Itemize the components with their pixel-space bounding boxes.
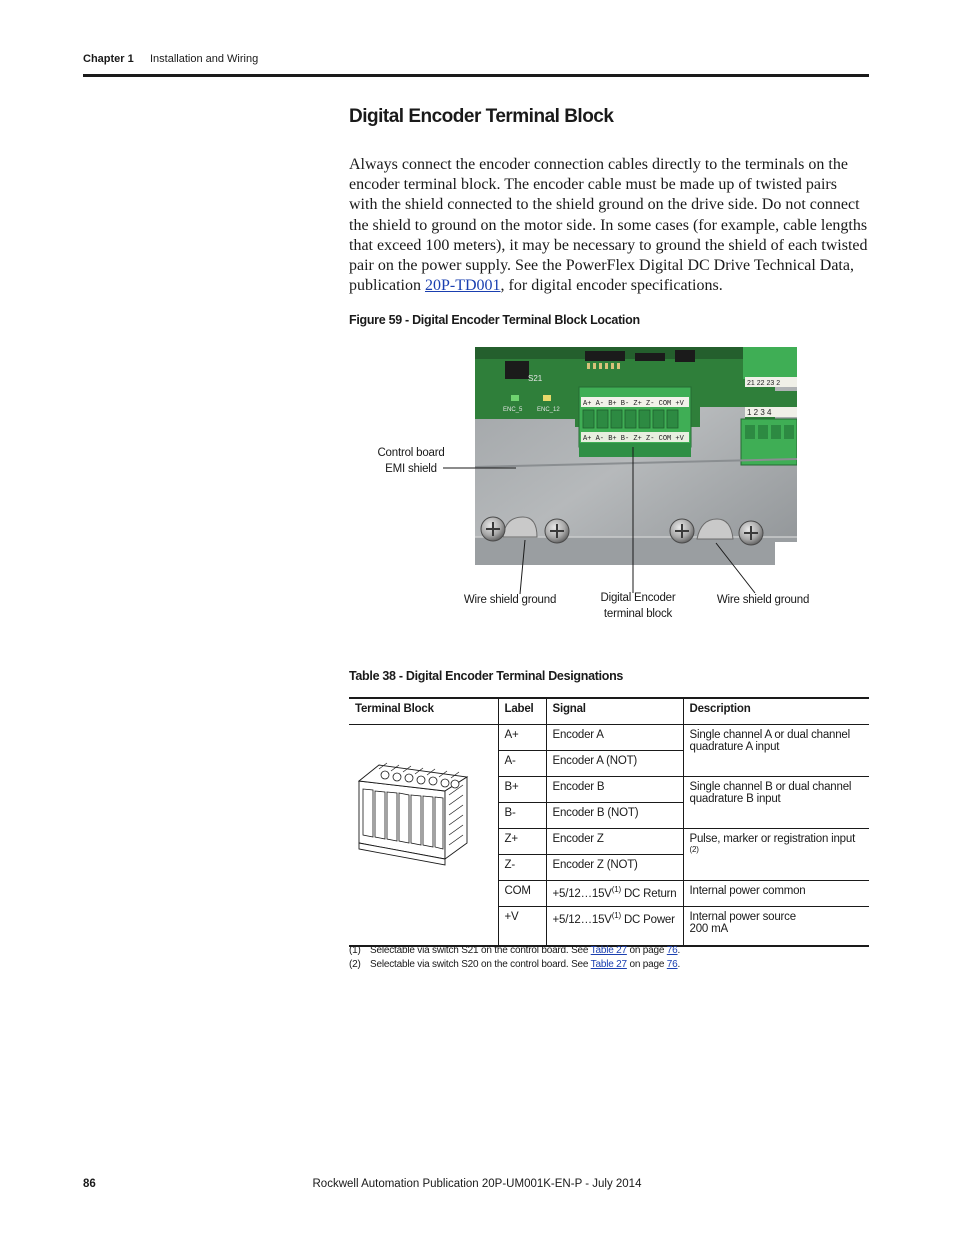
table-row [349, 725, 869, 751]
signal-v-suffix: DC Power [620, 913, 675, 926]
chapter-title: Installation and Wiring [150, 53, 259, 65]
signal-b-plus: Encoder B [546, 777, 683, 803]
leader-wire-shield-left [520, 540, 525, 594]
section-title: Digital Encoder Terminal Block [349, 106, 614, 127]
description-channel-b [683, 777, 869, 829]
footnote-ref-1: (1) [611, 885, 621, 894]
callout-wire-shield-left: Wire shield ground [463, 594, 557, 606]
callout-encoder-block-line2: terminal block [603, 608, 673, 620]
signal-a-plus: Encoder A [546, 725, 683, 751]
label-b-minus: B- [498, 803, 546, 829]
signal-com [546, 881, 683, 907]
page-number: 86 [83, 1178, 96, 1190]
footnote-text-end: . [677, 945, 681, 956]
terminal-strip-label-top: A+ A- B+ B- Z+ Z- COM +V [583, 400, 684, 408]
page-76-link[interactable]: 76 [666, 945, 678, 956]
description-channel-z [683, 829, 869, 881]
page-76-link[interactable]: 76 [666, 959, 678, 970]
signal-com-voltage: +5/12…15V [552, 887, 612, 900]
label-v: +V [498, 907, 546, 947]
footnote-number: (1) [349, 945, 361, 956]
description-channel-a [683, 725, 869, 777]
footnote-text [370, 944, 680, 958]
signal-v-voltage: +5/12…15V [552, 913, 612, 926]
table-footnotes [349, 944, 680, 972]
label-z-plus: Z+ [498, 829, 546, 855]
footnote-ref-2: (2) [689, 845, 699, 854]
footnote-ref-1: (1) [611, 911, 621, 920]
signal-v [546, 907, 683, 947]
label-b-plus: B+ [498, 777, 546, 803]
label-com: COM [498, 881, 546, 907]
label-z-minus: Z- [498, 855, 546, 881]
footnote-text-end: . [677, 959, 681, 970]
board-numbers-top: 21 22 23 2 [747, 380, 781, 387]
table-caption: Table 38 - Digital Encoder Terminal Designations [349, 669, 624, 683]
header-label: Label [498, 698, 546, 725]
signal-z-plus: Encoder Z [546, 829, 683, 855]
terminal-block-drawing [349, 725, 497, 937]
label-a-minus: A- [498, 751, 546, 777]
description-com: Internal power common [683, 881, 869, 907]
callout-encoder-block [592, 590, 684, 622]
s21-silkscreen: S21 [528, 374, 543, 383]
chapter-label: Chapter 1 [83, 53, 134, 65]
enc12-silkscreen: ENC_12 [537, 407, 560, 413]
body-text-start: Always connect the encoder connection cables directly to the terminals on the encoder terminal block. The encoder cable must be made up of twisted pairs with the shield connected to the shield ground on the drive side. Do not connect the shield to ground on the motor side. In some cases (for example, cable lengths that exceed 100 meters), it may be necessary to ground the shield of each twisted pair on the power supply. See the PowerFlex Digital DC Drive Technical Data, publication [349, 156, 868, 295]
description-channel-a-line2: quadrature A input [689, 741, 780, 753]
callout-wire-shield-right: Wire shield ground [716, 594, 810, 606]
callout-encoder-block-line1: Digital Encoder [600, 592, 676, 604]
footnote-text-mid: on page [626, 945, 667, 956]
table-27-link[interactable]: Table 27 [590, 945, 627, 956]
label-a-plus: A+ [498, 725, 546, 751]
header-terminal-block: Terminal Block [349, 698, 498, 725]
signal-z-minus: Encoder Z (NOT) [546, 855, 683, 881]
table-27-link[interactable]: Table 27 [590, 959, 627, 970]
description-v-line1: Internal power source [689, 911, 796, 923]
terminal-block-drawing-cell [349, 725, 498, 947]
footnote-number: (2) [349, 959, 361, 970]
footnote-text [370, 958, 680, 972]
description-channel-a-line1: Single channel A or dual channel [689, 729, 850, 741]
footnote-1 [349, 944, 680, 958]
signal-a-minus: Encoder A (NOT) [546, 751, 683, 777]
header-signal: Signal [546, 698, 683, 725]
figure-caption: Figure 59 - Digital Encoder Terminal Block Location [349, 313, 640, 327]
terminal-strip-label-bottom: A+ A- B+ B- Z+ Z- COM +V [583, 435, 684, 443]
publication-link[interactable]: 20P-TD001 [424, 277, 501, 295]
header-description: Description [683, 698, 869, 725]
footnote-2 [349, 958, 680, 972]
footnote-text-start: Selectable via switch S20 on the control board. See [370, 959, 591, 970]
body-text-end: , for digital encoder specifications. [500, 277, 723, 295]
description-v-line2: 200 mA [689, 923, 728, 935]
terminal-designations-table [349, 697, 869, 947]
leader-wire-shield-right [716, 543, 755, 593]
description-v [683, 907, 869, 947]
callout-control-board-line2: EMI shield [385, 463, 437, 475]
callout-control-board-line1: Control board [377, 447, 445, 459]
description-channel-b-line2: quadrature B input [689, 793, 781, 805]
callout-control-board [372, 445, 450, 477]
board-numbers-bottom: 1 2 3 4 [747, 408, 772, 417]
publication-footer: Rockwell Automation Publication 20P-UM001K-EN-P - July 2014 [312, 1178, 642, 1190]
description-channel-z-text: Pulse, marker or registration input [689, 833, 856, 845]
signal-b-minus: Encoder B (NOT) [546, 803, 683, 829]
footnote-text-mid: on page [626, 959, 667, 970]
table-header-row [349, 698, 869, 725]
enc5-silkscreen: ENC_5 [503, 407, 523, 413]
footnote-text-start: Selectable via switch S21 on the control board. See [370, 945, 591, 956]
description-channel-b-line1: Single channel B or dual channel [689, 781, 852, 793]
signal-com-suffix: DC Return [620, 887, 677, 900]
